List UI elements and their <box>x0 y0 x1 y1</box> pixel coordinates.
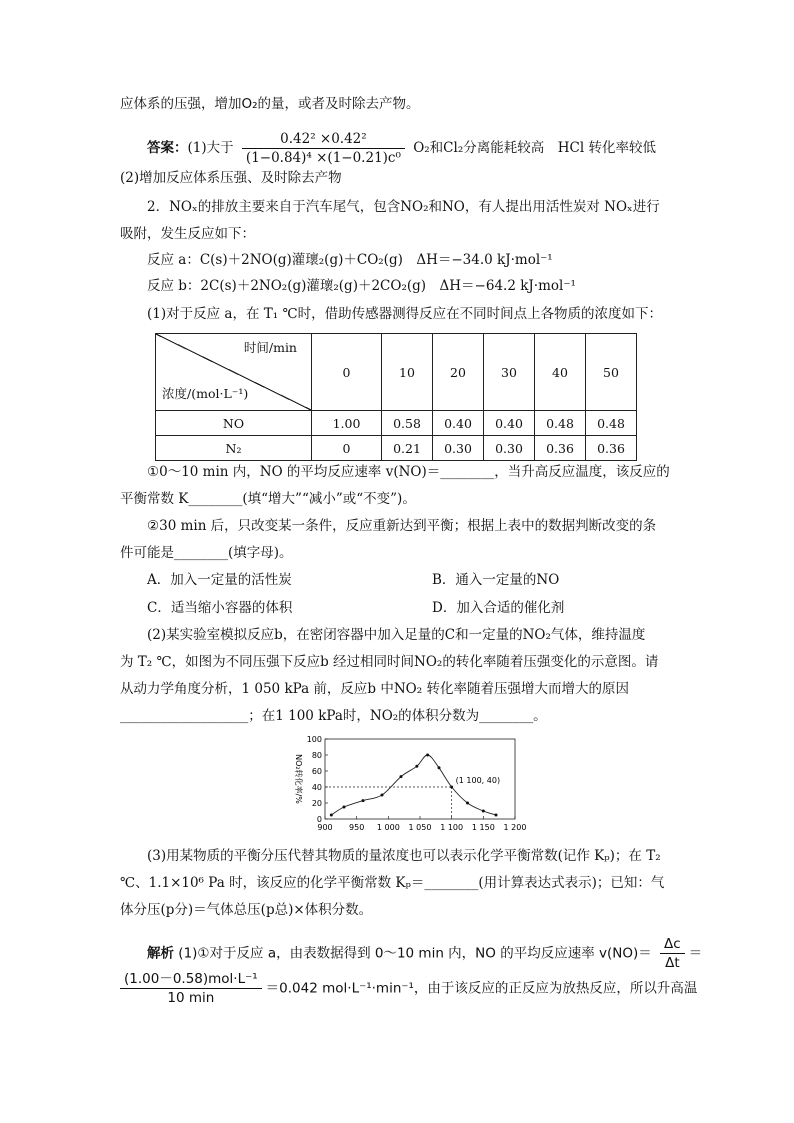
y-axis-label: NO₂转化率/% <box>294 754 303 804</box>
analysis-rest: ＝0.042 mol·L⁻¹·min⁻¹，由于该反应的正反应为放热反应，所以升高温 <box>265 980 698 997</box>
answer-line-2: (2)增加反应体系压强、及时除去产物 <box>120 170 342 186</box>
concentration-table <box>155 333 637 461</box>
y-tick-label: 20 <box>311 799 322 808</box>
q1-sub2-line1: ②30 min 后，只改变某一条件，反应重新达到平衡；根据上表中的数据判断改变的条 <box>147 518 657 534</box>
q1-sub1-line2: 平衡常数 K________(填“增大”“减小”或“不变”)。 <box>120 491 416 507</box>
answer-fraction-denominator: (1−0.84)⁴ ×(1−0.21)c⁰ <box>245 150 401 166</box>
table-header-row <box>156 334 637 411</box>
q3-line2: ℃、1.1×10⁶ Pa 时，该反应的化学平衡常数 Kₚ＝________(用计算表达式表示)；已知：气 <box>120 875 665 891</box>
data-point <box>343 806 346 809</box>
q2-line4: ___________________；在1 100 kPa时，NO₂的体积分数为________。 <box>120 708 547 724</box>
rate-fraction-denominator: Δt <box>665 955 680 971</box>
data-point <box>426 754 429 757</box>
answer-fraction <box>242 130 405 167</box>
q2-line3: 从动力学角度分析，1 050 kPa 前，反应b 中NO₂ 转化率随着压强增大而增大的原因 <box>120 681 629 697</box>
time-cell: 40 <box>535 334 586 411</box>
rate-fraction <box>660 935 685 972</box>
calc-fraction-denominator: 10 min <box>167 990 215 1006</box>
value-cell: 0 <box>312 436 382 461</box>
x-tick-label: 1 050 <box>408 823 432 832</box>
annotation-label: (1 100, 40) <box>455 776 501 785</box>
option-d: D．加入合适的催化剂 <box>432 600 565 616</box>
table-corner-cell <box>156 334 312 411</box>
q3-line3: 体分压(p分)＝气体总压(p总)×体积分数。 <box>120 902 373 918</box>
q1-sub2-line2: 件可能是________(填字母)。 <box>120 545 293 561</box>
analysis-line2 <box>120 970 697 1007</box>
answer-line-1 <box>147 130 656 167</box>
header-concentration: 浓度/(mol·L⁻¹) <box>162 386 249 401</box>
y-tick-label: 100 <box>306 735 322 744</box>
question-intro-1: 2．NOₓ的排放主要来自于汽车尾气，包含NO₂和NO，有人提出用活性炭对 NOₓ进行 <box>147 199 660 215</box>
q2-line2: 为 T₂ ℃，如图为不同压强下反应b 经过相同时间NO₂的转化率随着压强变化的示意图。请 <box>120 654 659 670</box>
row-label: N₂ <box>156 436 312 461</box>
calc-fraction-numerator: (1.00－0.58)mol·L⁻¹ <box>120 970 262 989</box>
data-point <box>482 810 485 813</box>
value-cell: 0.36 <box>535 436 586 461</box>
data-point <box>362 799 365 802</box>
option-b: B．通入一定量的NO <box>432 572 560 588</box>
equals-sign: ＝ <box>688 945 703 962</box>
table-row <box>156 436 637 461</box>
prev-answer-tail: 应体系的压强，增加O₂的量，或者及时除去产物。 <box>120 96 420 112</box>
x-tick-label: 1 150 <box>471 823 495 832</box>
time-cell: 20 <box>433 334 484 411</box>
value-cell: 0.58 <box>382 411 433 436</box>
q1-sub1-line1: ①0～10 min 内，NO 的平均反应速率 v(NO)＝________，当升高反应温度，该反应的 <box>147 464 670 480</box>
part1-intro: (1)对于反应 a，在 T₁ ℃时，借助传感器测得反应在不同时间点上各物质的浓度如下： <box>147 306 663 322</box>
data-point <box>495 814 498 817</box>
time-cell: 0 <box>312 334 382 411</box>
data-point <box>450 786 453 789</box>
y-tick-label: 0 <box>316 815 322 824</box>
reaction-a: 反应 a：C(s)＋2NO(g)灌瓌₂(g)＋CO₂(g) ΔH＝−34.0 kJ·mol⁻¹ <box>147 252 553 268</box>
question-intro-2: 吸附，发生反应如下： <box>120 226 255 242</box>
value-cell: 0.36 <box>586 436 637 461</box>
data-point <box>381 794 384 797</box>
y-tick-label: 40 <box>311 783 322 792</box>
y-tick-label: 60 <box>311 767 322 776</box>
time-cell: 10 <box>382 334 433 411</box>
answer-part1-prefix: (1)大于 <box>187 140 234 156</box>
header-time: 时间/min <box>243 340 297 355</box>
time-cell: 30 <box>484 334 535 411</box>
x-tick-label: 1 200 <box>503 823 527 832</box>
value-cell: 0.48 <box>586 411 637 436</box>
value-cell: 0.30 <box>433 436 484 461</box>
x-tick-label: 1 000 <box>376 823 400 832</box>
x-tick-label: 950 <box>349 823 365 832</box>
analysis-text: (1)①对于反应 a，由表数据得到 0～10 min 内，NO 的平均反应速率 v(NO)＝ <box>178 945 652 962</box>
rate-fraction-numerator: Δc <box>660 935 685 954</box>
answer-fraction-numerator: 0.42² ×0.42² <box>242 130 405 149</box>
value-cell: 0.40 <box>484 411 535 436</box>
analysis-line1 <box>147 935 702 972</box>
reaction-b: 反应 b：2C(s)＋2NO₂(g)灌瓌₂(g)＋2CO₂(g) ΔH＝−64.2 kJ·mol⁻¹ <box>147 278 576 294</box>
data-point <box>415 765 418 768</box>
option-c: C．适当缩小容器的体积 <box>147 600 293 616</box>
option-a: A．加入一定量的活性炭 <box>147 572 292 588</box>
data-point <box>466 802 469 805</box>
value-cell: 0.48 <box>535 411 586 436</box>
value-cell: 0.40 <box>433 411 484 436</box>
table-row <box>156 411 637 436</box>
answer-part1-suffix: O₂和Cl₂分离能耗较高 HCl 转化率较低 <box>413 140 656 156</box>
conversion-chart <box>280 733 530 838</box>
value-cell: 0.30 <box>484 436 535 461</box>
q2-line1: (2)某实验室模拟反应b，在密闭容器中加入足量的C和一定量的NO₂气体，维持温度 <box>147 627 646 643</box>
q3-line1: (3)用某物质的平衡分压代替其物质的量浓度也可以表示化学平衡常数(记作 Kₚ)；在 T₂ <box>147 848 661 864</box>
calc-fraction <box>120 970 262 1007</box>
y-tick-label: 80 <box>311 751 322 760</box>
data-point <box>438 766 441 769</box>
data-point <box>400 775 403 778</box>
analysis-label: 解析 <box>147 945 174 962</box>
data-point <box>330 814 333 817</box>
time-cell: 50 <box>586 334 637 411</box>
answer-label: 答案： <box>147 140 188 156</box>
x-tick-label: 900 <box>317 823 333 832</box>
value-cell: 0.21 <box>382 436 433 461</box>
row-label: NO <box>156 411 312 436</box>
x-tick-label: 1 100 <box>440 823 464 832</box>
value-cell: 1.00 <box>312 411 382 436</box>
